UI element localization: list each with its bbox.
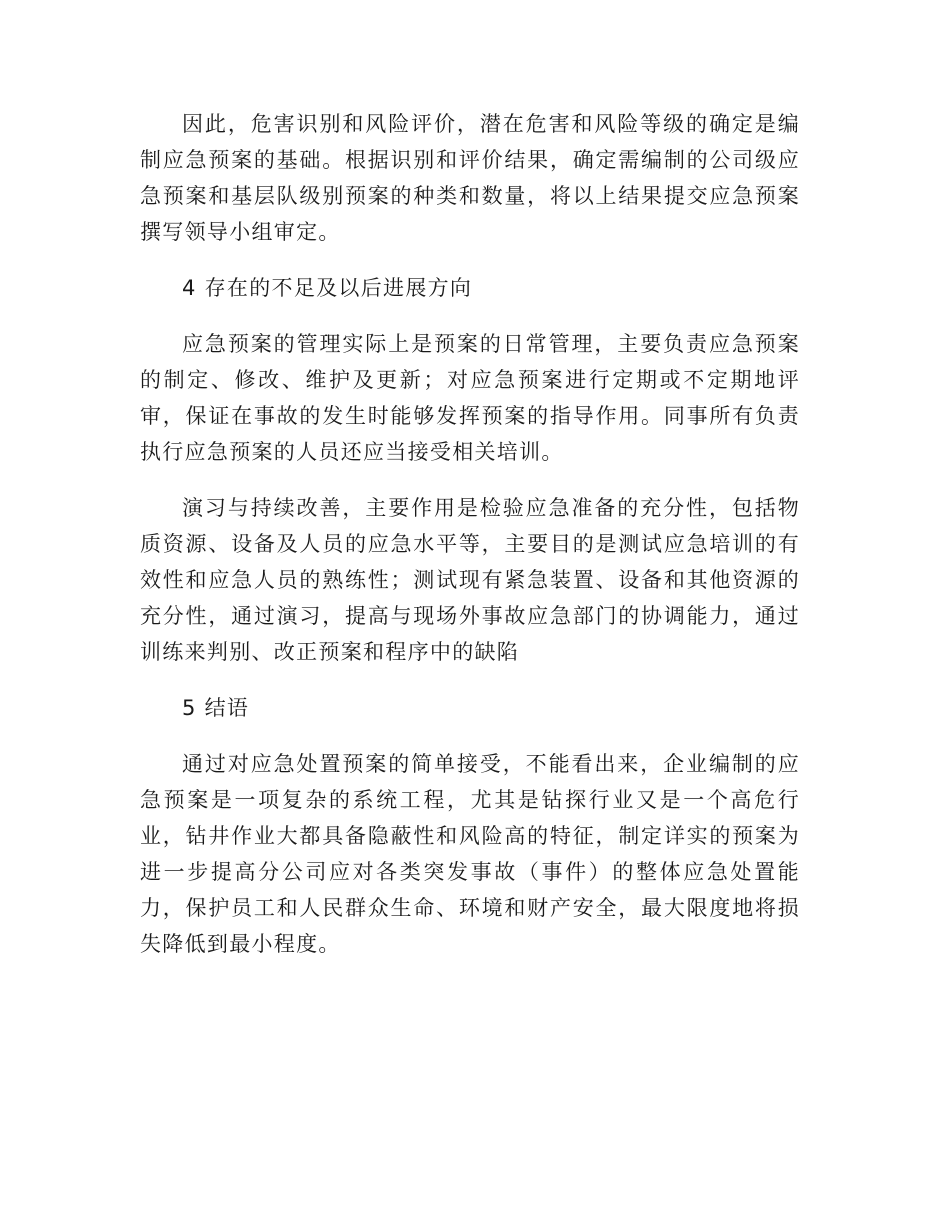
paragraph-plan-management: 应急预案的管理实际上是预案的日常管理，主要负责应急预案的制定、修改、维护及更新；对应急预案进行定期或不定期地评审，保证在事故的发生时能够发挥预案的指导作用。同事所有负责执行应急预案的人员还应当接受相关培训。 [140,332,800,464]
document-body [140,106,800,982]
paragraph-hazard-identification: 因此，危害识别和风险评价，潜在危害和风险等级的确定是编制应急预案的基础。根据识别和评价结果，确定需编制的公司级应急预案和基层队级别预案的种类和数量，将以上结果提交应急预案撰写领导小组审定。 [140,112,800,244]
section-heading-5: 5 结语 [182,696,250,720]
paragraph-drills-improvement: 演习与持续改善，主要作用是检验应急准备的充分性，包括物质资源、设备及人员的应急水平等，主要目的是测试应急培训的有效性和应急人员的熟练性；测试现有紧急装置、设备和其他资源的充分性，通过演习，提高与现场外事故应急部门的协调能力，通过训练来判别、改正预案和程序中的缺陷 [140,496,800,664]
paragraph-conclusion: 通过对应急处置预案的简单接受，不能看出来，企业编制的应急预案是一项复杂的系统工程，尤其是钻探行业又是一个高危行业，钻井作业大都具备隐蔽性和风险高的特征，制定详实的预案为进一步提高分公司应对各类突发事故（事件）的整体应急处置能力，保护员工和人民群众生命、环境和财产安全，最大限度地将损失降低到最小程度。 [140,752,800,956]
section-heading-4: 4 存在的不足及以后进展方向 [182,276,473,300]
